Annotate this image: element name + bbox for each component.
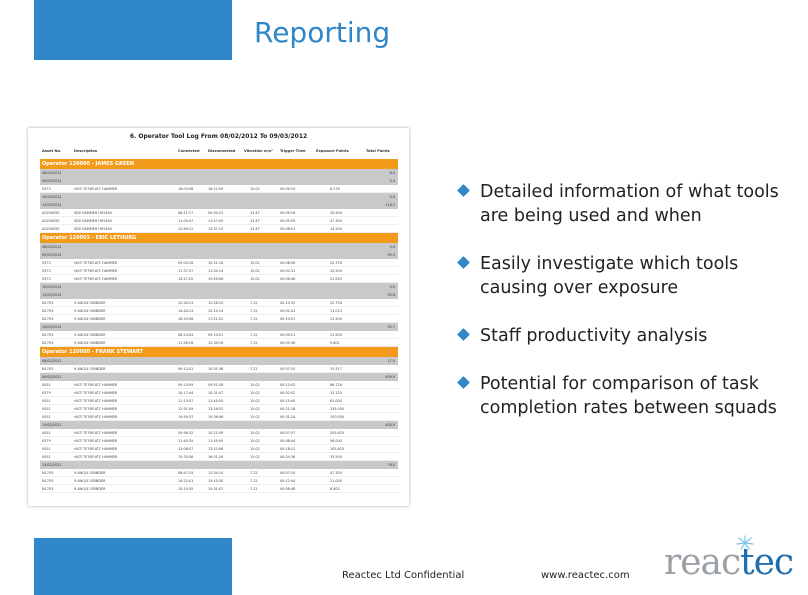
table-cell: 11:00:47 <box>178 219 194 223</box>
table-row <box>40 469 398 477</box>
table-cell: 0051 <box>42 399 51 403</box>
header-disconnected: Disconnected <box>208 149 236 153</box>
table-cell: 205.625 <box>330 431 345 435</box>
table-row <box>40 339 398 347</box>
bullet-item <box>454 372 794 420</box>
date-row <box>40 251 398 259</box>
table-cell: 21.200 <box>330 317 342 321</box>
table-cell: 15.02 <box>250 269 260 273</box>
bullet-item <box>454 180 794 228</box>
table-cell: 15.02 <box>250 261 260 265</box>
table-cell: 12:30:16 <box>208 341 224 345</box>
table-row <box>40 445 398 453</box>
table-cell: A0200055 <box>42 211 60 215</box>
table-cell: 15.517 <box>330 367 342 371</box>
operator-row <box>40 347 398 357</box>
table-cell: 09:30:22 <box>208 211 224 215</box>
table-cell: 13.47 <box>250 227 260 231</box>
table-cell: HILTI TE76P-ATC HAMMER <box>74 455 118 459</box>
row-date: 13/02/2012 <box>42 463 62 467</box>
table-cell: 15:10:14 <box>208 309 224 313</box>
table-cell: 14:59:37 <box>178 415 194 419</box>
table-row <box>40 267 398 275</box>
table-cell: N1703 <box>42 333 54 337</box>
row-date: 09/02/2012 <box>42 375 62 379</box>
table-cell: 7.22 <box>250 309 258 313</box>
table-cell: 00:05:55 <box>280 219 296 223</box>
table-cell: 9 ANGLE GRINDER <box>74 367 106 371</box>
table-cell: 11.014 <box>330 309 342 313</box>
date-row <box>40 193 398 201</box>
table-cell: 17:21:52 <box>208 317 224 321</box>
table-cell: 11:45:55 <box>208 399 224 403</box>
header-connected: Connected <box>178 149 200 153</box>
table-cell: 00:08:48 <box>280 487 296 491</box>
date-row <box>40 169 398 177</box>
table-row <box>40 485 398 493</box>
row-date: 08/02/2012 <box>42 171 62 175</box>
table-cell: 00:09:21 <box>280 333 296 337</box>
table-cell: 00:09:10 <box>280 187 296 191</box>
table-cell: 13:27:20 <box>178 277 194 281</box>
table-cell: 0051 <box>42 447 51 451</box>
row-date: 08/02/2012 <box>42 359 62 363</box>
bullet-text: Potential for comparison of task completion rates between squads <box>480 374 777 418</box>
table-cell: 16:22:09 <box>208 187 224 191</box>
table-cell: 08:11:17 <box>178 211 194 215</box>
table-cell: 13.47 <box>250 219 260 223</box>
table-cell: 21.500 <box>330 333 342 337</box>
operator-row <box>40 159 398 169</box>
table-cell: 11:13:07 <box>178 399 194 403</box>
table-cell: 00:21:18 <box>280 407 296 411</box>
table-cell: 15.02 <box>250 447 260 451</box>
table-cell: 00:08:56 <box>280 261 296 265</box>
table-cell: 13:37:15 <box>208 227 224 231</box>
header-description: Description <box>74 149 98 153</box>
table-cell: 22.734 <box>330 301 342 305</box>
table-cell: 14:44:13 <box>178 309 194 313</box>
table-cell: 9 ANGLE GRINDER <box>74 301 106 305</box>
table-cell: 00:12:44 <box>280 479 296 483</box>
date-row <box>40 461 398 469</box>
row-total: 55.8 <box>387 293 395 297</box>
table-cell: 15:15:55 <box>178 487 194 491</box>
table-cell: 9 ANGLE GRINDER <box>74 309 106 313</box>
row-date: 09/02/2012 <box>42 253 62 257</box>
table-cell: 09:03:26 <box>178 261 194 265</box>
table-cell: 16:03:58 <box>178 187 194 191</box>
table-row <box>40 315 398 323</box>
table-cell: 09:51:26 <box>208 383 224 387</box>
table-cell: 56.000 <box>330 439 342 443</box>
table-cell: N1703 <box>42 471 54 475</box>
table-row <box>40 365 398 373</box>
table-cell: 13.47 <box>250 211 260 215</box>
logo-text-part2: tec <box>740 542 794 583</box>
table-cell: 16:20:08 <box>178 317 194 321</box>
table-cell: 6.276 <box>330 187 340 191</box>
row-date: 14/02/2012 <box>42 325 62 329</box>
table-cell: 7.22 <box>250 317 258 321</box>
table-cell: 10:31:07 <box>208 391 224 395</box>
table-cell: HILTI TE76P-ATC HAMMER <box>74 383 118 387</box>
table-cell: 00:02:31 <box>280 269 296 273</box>
table-cell: HILTI TE76P-ATC HAMMER <box>74 261 118 265</box>
row-total: 400.9 <box>385 423 395 427</box>
table-cell: 09:12:01 <box>178 367 194 371</box>
table-row <box>40 437 398 445</box>
bullet-list <box>454 180 794 444</box>
diamond-bullet-icon <box>457 376 470 389</box>
date-row <box>40 323 398 331</box>
table-cell: 7.22 <box>250 487 258 491</box>
operator-name: Operator 120000 - FRANK STEWART <box>42 349 144 355</box>
table-cell: 10:51:16 <box>208 261 224 265</box>
table-cell: 00:15:02 <box>280 383 296 387</box>
table-cell: 00:15:40 <box>280 399 296 403</box>
table-cell: N1703 <box>42 301 54 305</box>
bullet-text: Staff productivity analysis <box>480 326 708 346</box>
footer-confidential: Reactec Ltd Confidential <box>342 570 465 581</box>
table-cell: 00:10:51 <box>280 317 296 321</box>
table-cell: 00:07:10 <box>280 471 296 475</box>
table-cell: 0051 <box>42 383 51 387</box>
table-cell: 15.02 <box>250 187 260 191</box>
table-cell: 0051 <box>42 455 51 459</box>
table-cell: 00:08:46 <box>280 277 296 281</box>
table-cell: HILTI TE76P-ATC HAMMER <box>74 439 118 443</box>
table-cell: 12.500 <box>330 269 342 273</box>
row-total: 76.0 <box>387 463 395 467</box>
table-cell: SDS HAMMER HR2400 <box>74 211 112 215</box>
operator-name: Operator 120000 - JAMES GREEN <box>42 161 134 167</box>
table-cell: 150.500 <box>330 415 345 419</box>
table-cell: 11:40:35 <box>178 439 194 443</box>
table-cell: 12:49:12 <box>178 227 194 231</box>
table-row <box>40 259 398 267</box>
table-cell: 0373 <box>42 261 51 265</box>
table-cell: 15:33:36 <box>178 455 194 459</box>
table-row <box>40 397 398 405</box>
table-cell: 7.22 <box>250 341 258 345</box>
table-cell: 11:37:37 <box>178 269 194 273</box>
table-cell: 0373 <box>42 269 51 273</box>
table-row <box>40 275 398 283</box>
table-cell: 15.02 <box>250 407 260 411</box>
table-cell: 15.02 <box>250 383 260 387</box>
table-cell: 6.803 <box>330 487 340 491</box>
table-cell: 11:50:14 <box>208 269 224 273</box>
table-cell: 00:02:41 <box>280 309 296 313</box>
table-cell: 12:34:10 <box>208 471 224 475</box>
table-cell: 105.625 <box>330 447 345 451</box>
header-accent-bar <box>34 0 232 60</box>
table-cell: 0373 <box>42 277 51 281</box>
row-date: 10/02/2012 <box>42 423 62 427</box>
table-cell: N1703 <box>42 317 54 321</box>
table-cell: SDS HAMMER HR2400 <box>74 219 112 223</box>
table-cell: 09:56:32 <box>178 431 194 435</box>
diamond-bullet-icon <box>457 328 470 341</box>
table-cell: N1703 <box>42 487 54 491</box>
table-row <box>40 225 398 233</box>
table-cell: 7.22 <box>250 367 258 371</box>
row-total: 409.9 <box>385 375 395 379</box>
table-cell: HILTI TE76P-ATC HAMMER <box>74 399 118 403</box>
date-row <box>40 177 398 185</box>
table-cell: 10:31:36 <box>208 367 224 371</box>
row-total: 6.0 <box>389 171 395 175</box>
table-cell: HILTI TE76P-ATC HAMMER <box>74 415 118 419</box>
table-cell: 11:56:26 <box>178 341 194 345</box>
table-cell: 0051 <box>42 407 51 411</box>
table-cell: 15:10:30 <box>208 479 224 483</box>
row-date: 09/02/2012 <box>42 179 62 183</box>
table-cell: N1703 <box>42 309 54 313</box>
table-cell: HILTI TE76P-ATC HAMMER <box>74 431 118 435</box>
date-row <box>40 291 398 299</box>
table-cell: 9 ANGLE GRINDER <box>74 479 106 483</box>
operator-row <box>40 233 398 243</box>
table-cell: 135.000 <box>330 407 345 411</box>
table-row <box>40 477 398 485</box>
table-cell: 0051 <box>42 431 51 435</box>
table-cell: 13:26:52 <box>208 407 224 411</box>
table-cell: 10:21:59 <box>208 431 224 435</box>
date-row <box>40 357 398 365</box>
bullet-text: Easily investigate which tools causing over exposure <box>480 254 739 298</box>
table-cell: 00:05:36 <box>280 341 296 345</box>
header-trigger-time: Trigger Time <box>280 149 306 153</box>
table-cell: 15.02 <box>250 431 260 435</box>
table-cell: HILTI TE76P-ATC HAMMER <box>74 277 118 281</box>
row-total: 17.5 <box>387 359 395 363</box>
table-cell: 0379 <box>42 439 51 443</box>
table-cell: 11:55:09 <box>208 439 224 443</box>
table-cell: 81.000 <box>330 399 342 403</box>
date-row <box>40 421 398 429</box>
table-row <box>40 413 398 421</box>
table-cell: 0373 <box>42 187 51 191</box>
table-cell: 21.000 <box>330 479 342 483</box>
table-cell: 9 ANGLE GRINDER <box>74 317 106 321</box>
table-cell: 14:22:01 <box>178 479 194 483</box>
table-row <box>40 331 398 339</box>
table-cell: SDS HAMMER HR2400 <box>74 227 112 231</box>
table-cell: 08:23:04 <box>178 333 194 337</box>
table-cell: 0051 <box>42 415 51 419</box>
table-cell: 09:23:09 <box>178 383 194 387</box>
table-cell: 00:31:24 <box>280 415 296 419</box>
footer-accent-bar <box>34 538 232 595</box>
diamond-bullet-icon <box>457 256 470 269</box>
row-date: 13/02/2012 <box>42 293 62 297</box>
table-cell: N1703 <box>42 341 54 345</box>
header-total-points: Total Points <box>366 149 390 153</box>
table-cell: 47.300 <box>330 471 342 475</box>
table-cell: N1703 <box>42 479 54 483</box>
date-row <box>40 243 398 251</box>
reactec-logo <box>664 542 793 583</box>
bullet-text: Detailed information of what tools are being used and when <box>480 182 779 226</box>
diamond-bullet-icon <box>457 184 470 197</box>
table-row <box>40 185 398 193</box>
table-cell: 14.200 <box>330 227 342 231</box>
row-date: 13/02/2012 <box>42 203 62 207</box>
row-date: 08/02/2012 <box>42 245 62 249</box>
bullet-item <box>454 324 794 348</box>
table-cell: 21.925 <box>330 277 342 281</box>
table-cell: 13:08:57 <box>178 447 194 451</box>
table-cell: 12:58:10 <box>208 301 224 305</box>
table-cell: 7.22 <box>250 479 258 483</box>
table-cell: 9 ANGLE GRINDER <box>74 341 106 345</box>
table-cell: 0379 <box>42 391 51 395</box>
date-row <box>40 283 398 291</box>
date-row <box>40 201 398 209</box>
row-date: 10/02/2012 <box>42 195 62 199</box>
table-cell: 12:34:13 <box>178 301 194 305</box>
table-cell: 25.376 <box>330 261 342 265</box>
table-cell: 11:47:05 <box>208 219 224 223</box>
table-row <box>40 453 398 461</box>
table-cell: 15.02 <box>250 415 260 419</box>
table-cell: 7.22 <box>250 471 258 475</box>
report-column-headers <box>40 147 398 157</box>
table-row <box>40 389 398 397</box>
row-total: 59.9 <box>387 253 395 257</box>
operator-name: Operator 120003 - ERIC LETHURG <box>42 235 137 241</box>
table-cell: HILTI TE76P-ATC HAMMER <box>74 187 118 191</box>
table-cell: 08:47:15 <box>178 471 194 475</box>
table-cell: 15.02 <box>250 277 260 281</box>
row-total: 0.0 <box>389 285 395 289</box>
row-total: 5.4 <box>389 179 395 183</box>
table-cell: 15.02 <box>250 391 260 395</box>
table-cell: 15:49:06 <box>208 277 224 281</box>
header-vibration: Vibration m/s² <box>244 149 273 153</box>
table-cell: 33.500 <box>330 455 342 459</box>
date-row <box>40 373 398 381</box>
table-cell: 00:08:51 <box>280 227 296 231</box>
row-total: 50.7 <box>387 325 395 329</box>
table-cell: 00:18:12 <box>280 447 296 451</box>
table-row <box>40 405 398 413</box>
table-row <box>40 429 398 437</box>
logo-text-part1: reac <box>664 542 741 583</box>
header-exposure-points: Exposure Points <box>316 149 349 153</box>
table-cell: 15.02 <box>250 399 260 403</box>
table-cell: 13:22:06 <box>208 447 224 451</box>
slide-title: Reporting <box>254 16 391 49</box>
table-cell: 00:02:02 <box>280 391 296 395</box>
table-cell: 47.300 <box>330 219 342 223</box>
table-cell: 00:07:20 <box>280 367 296 371</box>
header-asset-no: Asset No. <box>42 149 62 153</box>
table-cell: 86.726 <box>330 383 342 387</box>
table-row <box>40 307 398 315</box>
table-cell: 7.22 <box>250 333 258 337</box>
table-cell: 13.125 <box>330 391 342 395</box>
table-cell: 35.500 <box>330 211 342 215</box>
table-cell: HILTI TE76P-ATC HAMMER <box>74 407 118 411</box>
table-cell: 00:24:36 <box>280 455 296 459</box>
report-table-body <box>40 159 398 493</box>
table-cell: 00:07:57 <box>280 431 296 435</box>
bullet-item <box>454 252 794 300</box>
table-row <box>40 381 398 389</box>
table-cell: 9 ANGLE GRINDER <box>74 487 106 491</box>
table-cell: 15:36:46 <box>208 415 224 419</box>
table-row <box>40 217 398 225</box>
row-total: 0.0 <box>389 195 395 199</box>
table-cell: A0200055 <box>42 227 60 231</box>
table-cell: 9 ANGLE GRINDER <box>74 333 106 337</box>
report-image <box>28 128 409 506</box>
table-cell: 15.02 <box>250 439 260 443</box>
table-cell: 9 ANGLE GRINDER <box>74 471 106 475</box>
row-total: 118.1 <box>385 203 395 207</box>
table-cell: 09:10:51 <box>208 333 224 337</box>
table-cell: 9.601 <box>330 341 340 345</box>
table-cell: HILTI TE76P-ATC HAMMER <box>74 391 118 395</box>
table-cell: 7.22 <box>250 301 258 305</box>
table-cell: 10:17:44 <box>178 391 194 395</box>
table-cell: A0200055 <box>42 219 60 223</box>
table-cell: 15.02 <box>250 455 260 459</box>
footer-website: www.reactec.com <box>541 570 630 581</box>
table-cell: HILTI TE76P-ATC HAMMER <box>74 269 118 273</box>
row-date: 10/02/2012 <box>42 285 62 289</box>
table-cell: 00:10:35 <box>280 301 296 305</box>
table-cell: N1703 <box>42 367 54 371</box>
table-cell: HILTI TE76P-ATC HAMMER <box>74 447 118 451</box>
report-title: 6. Operator Tool Log From 08/02/2012 To 09/03/2012 <box>129 133 308 140</box>
table-cell: 00:09:18 <box>280 211 296 215</box>
row-total: 0.0 <box>389 245 395 249</box>
table-cell: 12:51:09 <box>178 407 194 411</box>
table-row <box>40 209 398 217</box>
table-cell: 00:08:44 <box>280 439 296 443</box>
table-cell: 16:31:26 <box>208 455 224 459</box>
table-cell: 15:31:07 <box>208 487 224 491</box>
table-row <box>40 299 398 307</box>
